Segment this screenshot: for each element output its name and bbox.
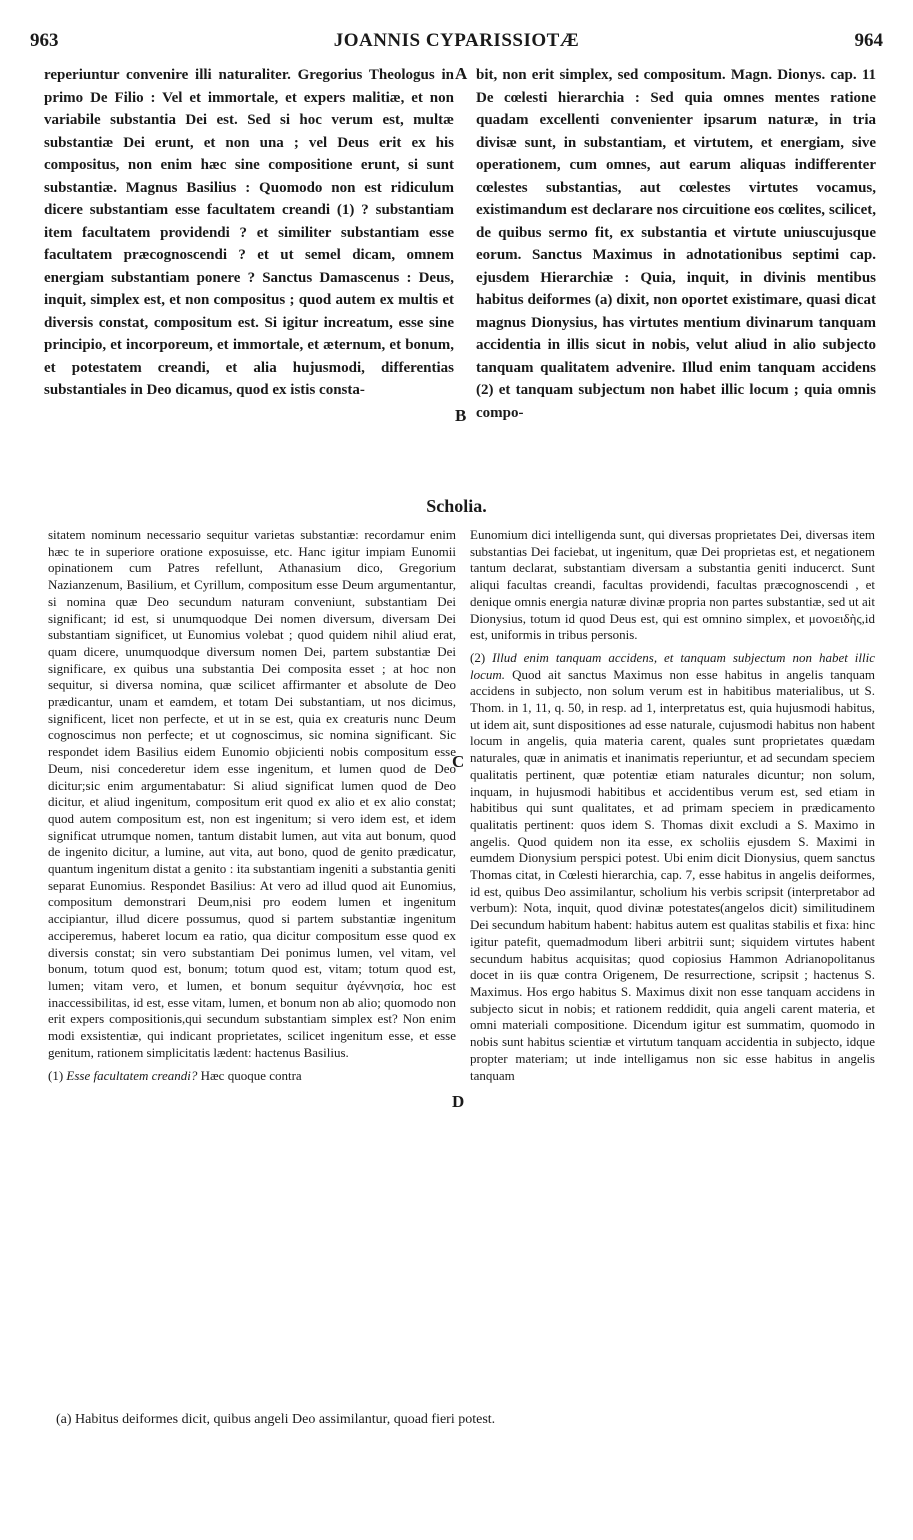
scholia-heading: Scholia.	[426, 496, 487, 516]
right-page-number: 964	[854, 30, 883, 51]
scholion-2-text: Quod ait sanctus Maximus non esse habitus in angelis tanquam accidens in subjecto, non solum verum est in habitibus materialibus, ut S. Thom. in 1, 11, q. 50, in resp. ad 1, interpretatus est, quia hujusmodi habitus, ut idem ait, sunt dispositiones ad esse naturale, cujusmodi habitus non habent locum in angelis, quia materia carent, quales sunt proprietates quædam naturales, quæ in animatis et inanimatis reperiuntur, et ad secundam speciem qualitatis pertinent, quæ potentiæ etiam naturales dicuntur; non solum, inquam, in hujusmodi habitibus et accidentibus verum est, sed etiam in habitibus qui sunt qualitates, et ad primam speciem in prædicamento qualitatis pertinent: quos idem S. Thomas dixit excludi a S. Maximo in angelis. Quod quidem non ita esse, ex scholiis ejusdem S. Maximi in eumdem Dionysium perspici potest. Ubi enim dicit Dionysius, quem sanctus Thomas citat, in Cœlesti hierarchia, cap. 7, esse habitus in angelis deiformes, id est, quibus Deo assimilantur, scholium his verbis scripsit (interpretabor ad verbum): Nota, inquit, quod divinæ potestates(angelos dicit) similitudinem Dei secundum habitum habent: habitus autem est qualitas stabilis et fixa: hinc igitur patefit, quemadmodum liberi arbitrii sunt; siquidem virtutes habent secundum habitus acquisitas; quod copiosius Hammon Adrianopolitanus docet in iis quæ contra Origenem, De resurrectione, scripsit ; hactenus S. Maximus. Hos ergo habitus S. Maximus dixit non esse tanquam accidens in subjecto sicut in nobis; et rationem reddidit, quia angeli carent materia, et omni materiali compositione. Dicendum igitur est summatim, quomodo in nobis sunt habitus scientiæ et virtutum tanquam accidentia in subjecto, idque propter materiam; ut inde intelligamus non sic esse habitus in angelis tanquam	[470, 666, 875, 1083]
margin-marker-c: C	[452, 752, 465, 771]
scholion-2	[470, 650, 875, 1084]
margin-marker-a: A	[455, 64, 468, 83]
main-text-right-column	[476, 64, 876, 424]
left-page-number: 963	[30, 30, 59, 51]
running-header	[30, 30, 883, 60]
scholia-left-column	[48, 527, 456, 1084]
footnote	[56, 1410, 876, 1430]
scholion-2-lemma: Illud enim tanquam accidens, et tanquam subjectum non habet illic locum.	[470, 649, 876, 682]
main-left-paragraph: reperiuntur convenire illi naturaliter. Gregorius Theologus in primo De Filio : Vel et immortale, et expers malitiæ, et non variabile substantia Dei est. Sed si hoc verum est, multæ substantiæ Dei erunt, et non una ; vel Deus erit ex his compositus, non enim hæc sine compositione erunt, si sunt substantiæ. Magnus Basilius : Quomodo non est ridiculum dicere substantiam esse facultatem creandi (1) ? substantiam item facultatem providendi ? et similiter substantiam esse facultatem præcognoscendi ? et ut semel dicam, omnem energiam substantiam ponere ? Sanctus Damascenus : Deus, inquit, simplex est, et non compositus ; quod autem ex multis et diversis constat, compositum est. Si igitur increatum, esse sine principio, et incorporeum, et immortale, et æternum, et bonum, et potestatem creandi, et alia hujusmodi, differentias substantiales in Deo dicamus, quod ex istis consta-	[44, 67, 454, 398]
margin-marker-b: B	[455, 406, 467, 425]
footnote-text: Habitus deiformes dicit, quibus angeli Deo assimilantur, quoad fieri potest.	[75, 1412, 496, 1427]
scholion-1-text: Hæc quoque contra	[200, 1067, 302, 1083]
main-right-paragraph: bit, non erit simplex, sed compositum. Magn. Dionys. cap. 11 De cœlesti hierarchia : Sed quia omnes mentes ratione quadam excellenti convenienter ipsarum naturæ, in tria divisæ sunt, in substantiam, et virtutem, et energiam, sive operationem, cum omnes, aut earum aliquas indifferenter cœlestes substantias, aut cœlestes virtutes vocamus, existimandum est declarare nos circuitione eos cœlites, scilicet, de quibus sermo fit, ex substantia et virtute uniuscujusque eorum. Sanctus Maximus in adnotationibus septimi cap. ejusdem Hierarchiæ : Quia, inquit, in divinis mentibus habitus deiformes (a) dixit, non oportet existimare, quasi dicat magnus Dionysius, has virtutes mentium divinarum tanquam accidentia in illis sicut in nobis, velut aliud in alio subjecto tanquam qualitatem advenire. Illud enim tanquam accidens (2) et tanquam subjectum non habet illic locum ; quia omnis compo-	[476, 67, 876, 421]
scholion-1	[48, 1068, 456, 1085]
scholia-left-paragraph: sitatem nominum necessario sequitur varietas substantiæ: recordamur enim hæc te in superiore oratione exposuisse, etc. Hanc igitur impiam Eunomii opinationem cum Patres refellunt, Athanasium dico, Gregorium Nazianzenum, Basilium, et Cyrillum, compositum esse Deum argumentantur, si nomina quæ Deo secundum naturam conveniunt, substantiam Dei significant; id est, si unumquodque Dei nomen diversum, diversam Dei substantiam significet, ut Eunomius volebat ; quod quidem nihil aliud erat, quam dicere, unumquodque diversum nomen Dei, partem substantiæ Dei significare, ex quibus una substantia Dei composita esset ; at hoc non sequitur, si diversa nomina, quæ scilicet affirmanter et absolute de Deo prædicantur, unam et eamdem, et totam Dei substantiam, ut nos dicimus, significent, licet non perfecte, et ut in se est, quia ex creaturis nunc Deum cognoscimus non perfecte; et ut cognoscimus, sic nomina significant. Sic respondet idem Basilius eidem Eunomio objicienti nobis compositum esse Deum, nisi concederetur idem esse ingenitum, et lumen quod de Deo dicitur;sic enim argumentabatur: Si aliud significat lumen quod de Deo dicitur, et aliud ingenitum, compositum erit quod ex alio et ex alio constat; quod autem compositum est, non est ingenitum; si vero idem est, et idem significat utrumque nomen, tantum distabit lumen, aut vita aut bonum, quod de ingenito dicitur, a lumine, aut vita, aut bono, quod de genito prædicatur, quantum ingenitum distat a genito : ita substantiam ingeniti a substantia geniti separat Eunomius. Respondet Basilius: At vero ad illud quod ait Eunomius, compositum demonstrari Deum,nisi pro eodem lumen et ingenitum accipiantur, illud dicere possumus, quod si partem substantiæ ingenitum acciperemus, haberet locum ea ratio, qua dicitur compositum esse quod ex diversis constat; sin vero substantiam Dei ponimus lumen, vel vitam, vel bonum, totum quod est, bonum; totum quod est, vitam; totum quod est, lumen; vitam vero, et lumen, et bonum sequitur ἀγέννησία, hoc est inaccessibilitas, id est, esse vitam, lumen, et bonum non ab alio; quomodo non erit expers compositionis,qui secundum substantiam simplex est? Non enim modi exsistentiæ, qui indicant proprietates, scilicet ingenitum esse, et esse genitum, rationem simplicitatis lædent: hactenus Basilius.	[48, 527, 456, 1060]
margin-marker-d: D	[452, 1092, 465, 1111]
running-title: JOANNIS CYPARISSIOTÆ	[333, 30, 580, 51]
scholion-1-mark: (1)	[48, 1067, 64, 1083]
footnote-mark: (a)	[56, 1412, 72, 1427]
scholion-2-mark: (2)	[470, 649, 486, 665]
scholia-right-paragraph-1: Eunomium dici intelligenda sunt, qui diversas proprietates Dei, diversas item substantias Dei faciebat, ut ingenitum, quæ Dei proprietas est, et negationem tantum declarat, substantiam diversam a substantia geniti inducerct. Sunt aliqui facultas creandi, facultas providendi, facultas præcognoscendi , et denique omnis energia naturæ divinæ propria non partes substantiæ, sed ut ait Dionysius, totum id quod Deus est, qui est omnino simplex, et μονοειδὴς,id est, uniformis in tribus personis.	[470, 527, 875, 643]
scholia-right-column	[470, 527, 875, 1084]
main-text-left-column	[44, 64, 454, 402]
scholion-1-lemma: Esse facultatem creandi?	[66, 1067, 198, 1083]
